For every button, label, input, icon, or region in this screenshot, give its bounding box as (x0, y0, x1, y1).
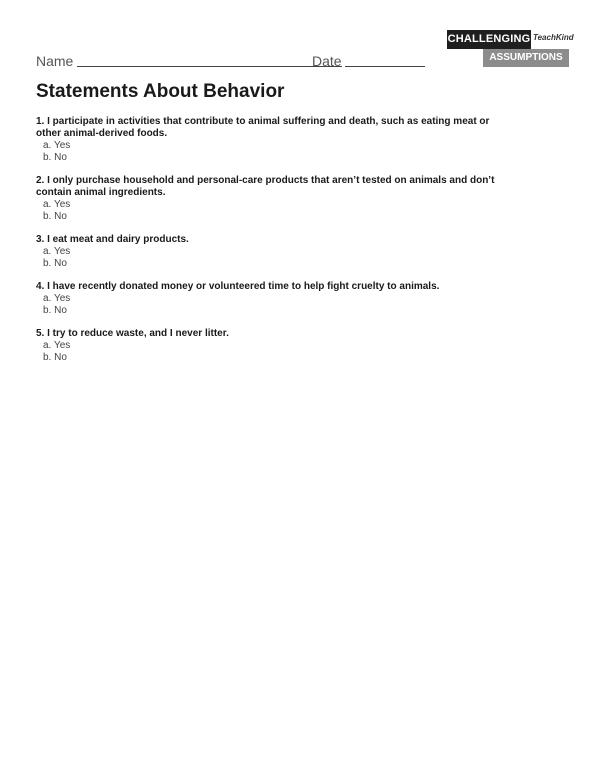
question-1 (36, 116, 516, 164)
question-4 (36, 281, 516, 317)
logo-assumptions: ASSUMPTIONS (483, 49, 569, 67)
option-no[interactable]: b. No (43, 305, 67, 316)
option-yes[interactable]: a. Yes (43, 140, 71, 151)
question-5 (36, 328, 516, 364)
option-no[interactable]: b. No (43, 352, 67, 363)
date-field[interactable] (345, 66, 425, 67)
option-yes[interactable]: a. Yes (43, 199, 71, 210)
logo-teachkind: TeachKind (533, 33, 574, 42)
name-label: Name (36, 53, 74, 69)
option-no[interactable]: b. No (43, 211, 67, 222)
option-yes[interactable]: a. Yes (43, 293, 71, 304)
page-title: Statements About Behavior (36, 81, 285, 102)
question-2 (36, 175, 516, 223)
question-text: 5. I try to reduce waste, and I never litter. (36, 328, 229, 339)
name-date-row (36, 52, 436, 70)
question-list (36, 116, 516, 375)
question-3 (36, 234, 516, 270)
date-label: Date (312, 53, 342, 69)
name-field[interactable] (77, 66, 342, 67)
question-text: 4. I have recently donated money or volunteered time to help fight cruelty to animals. (36, 281, 440, 292)
question-text: 2. I only purchase household and personal-care products that aren’t tested on animals and don’t contain animal ingredients. (36, 175, 495, 198)
challenging-assumptions-logo (447, 30, 574, 68)
logo-challenging: CHALLENGING (447, 30, 531, 49)
option-yes[interactable]: a. Yes (43, 246, 71, 257)
option-yes[interactable]: a. Yes (43, 340, 71, 351)
question-text: 1. I participate in activities that contribute to animal suffering and death, such as eating meat or other animal-derived foods. (36, 116, 490, 139)
option-no[interactable]: b. No (43, 258, 67, 269)
option-no[interactable]: b. No (43, 152, 67, 163)
question-text: 3. I eat meat and dairy products. (36, 234, 189, 245)
